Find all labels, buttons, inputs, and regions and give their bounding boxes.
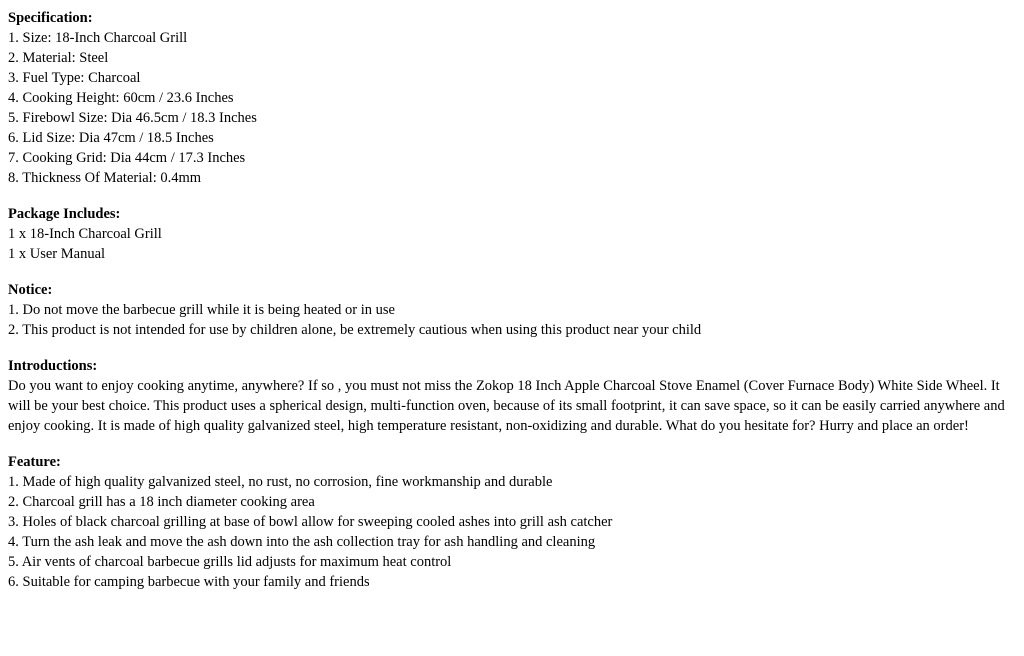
specification-item: 8. Thickness Of Material: 0.4mm	[8, 170, 202, 186]
specification-item: 5. Firebowl Size: Dia 46.5cm / 18.3 Inches	[8, 110, 257, 126]
package-item: 1 x 18-Inch Charcoal Grill	[8, 226, 162, 242]
feature-item: 1. Made of high quality galvanized steel, no rust, no corrosion, fine workmanship and durable	[8, 474, 553, 490]
specification-item: 2. Material: Steel	[8, 50, 109, 66]
feature-heading: Feature:	[8, 454, 61, 470]
package-item: 1 x User Manual	[8, 246, 106, 262]
introductions-text: Do you want to enjoy cooking anytime, anywhere? If so , you must not miss the Zokop 18 Inch Apple Charcoal Stove Enamel (Cover Furnace Body) White Side Wheel. It will be your best choice. This product uses a spherical design, multi-function oven, because of its small footprint, it can save space, so it can be easily carried anywhere and enjoy cooking. It is made of high quality galvanized steel, high temperature resistant, non-oxidizing and durable. What do you hesitate for? Hurry and place an order!	[8, 378, 1005, 434]
feature-item: 4. Turn the ash leak and move the ash down into the ash collection tray for ash handling and cleaning	[8, 534, 596, 550]
package-section	[8, 204, 1016, 264]
feature-item: 3. Holes of black charcoal grilling at base of bowl allow for sweeping cooled ashes into grill ash catcher	[8, 514, 613, 530]
specification-item: 6. Lid Size: Dia 47cm / 18.5 Inches	[8, 130, 214, 146]
feature-item: 2. Charcoal grill has a 18 inch diameter cooking area	[8, 494, 315, 510]
specification-heading: Specification:	[8, 10, 93, 26]
notice-item: 1. Do not move the barbecue grill while it is being heated or in use	[8, 302, 395, 318]
specification-section	[8, 8, 1016, 188]
notice-heading: Notice:	[8, 282, 53, 298]
feature-item: 5. Air vents of charcoal barbecue grills lid adjusts for maximum heat control	[8, 554, 452, 570]
package-heading: Package Includes:	[8, 206, 121, 222]
specification-item: 1. Size: 18-Inch Charcoal Grill	[8, 30, 188, 46]
introductions-heading: Introductions:	[8, 358, 98, 374]
introductions-section	[8, 356, 1016, 436]
feature-item: 6. Suitable for camping barbecue with your family and friends	[8, 574, 370, 590]
feature-section	[8, 452, 1016, 592]
notice-section	[8, 280, 1016, 340]
notice-item: 2. This product is not intended for use by children alone, be extremely cautious when using this product near your child	[8, 322, 702, 338]
specification-item: 7. Cooking Grid: Dia 44cm / 17.3 Inches	[8, 150, 246, 166]
specification-item: 4. Cooking Height: 60cm / 23.6 Inches	[8, 90, 234, 106]
specification-item: 3. Fuel Type: Charcoal	[8, 70, 141, 86]
